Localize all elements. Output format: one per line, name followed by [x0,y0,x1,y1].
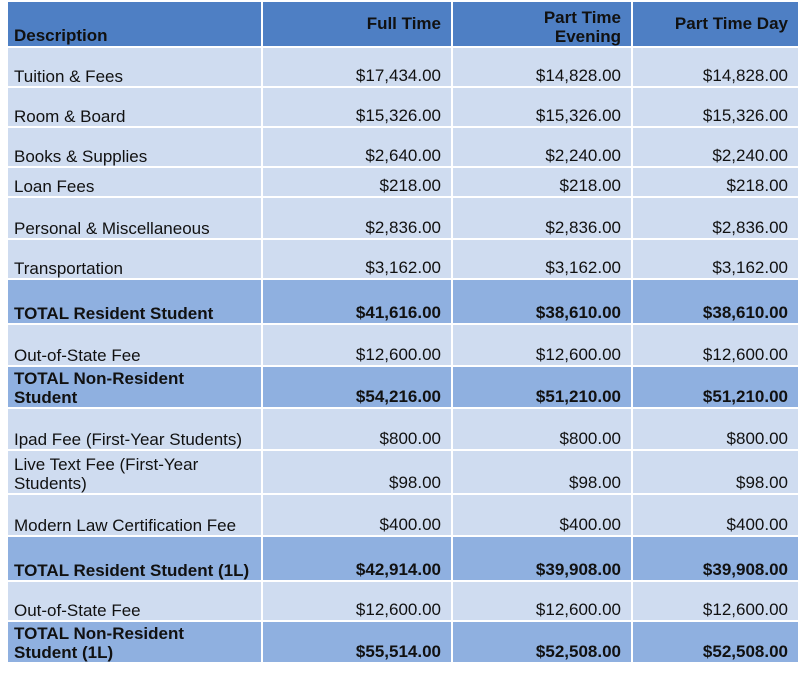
row-description-line: Loan Fees [14,177,95,196]
row-description [7,536,262,581]
total-row [7,536,799,581]
header-part-time-evening-line1: Part Time [543,8,621,27]
part-time-day-value: $14,828.00 [632,47,799,87]
table-row [7,127,799,167]
part-time-evening-value: $39,908.00 [452,536,632,581]
full-time-value: $55,514.00 [262,621,452,663]
full-time-value: $12,600.00 [262,324,452,366]
full-time-value: $2,640.00 [262,127,452,167]
total-row [7,366,799,408]
row-description-line: Out-of-State Fee [14,601,141,620]
part-time-evening-value: $51,210.00 [452,366,632,408]
row-description-line: Students) [14,474,87,493]
row-description-line: Ipad Fee (First-Year Students) [14,430,243,449]
full-time-value: $42,914.00 [262,536,452,581]
row-description [7,366,262,408]
part-time-evening-value: $98.00 [452,450,632,494]
full-time-value: $54,216.00 [262,366,452,408]
table-row [7,87,799,127]
part-time-day-value: $3,162.00 [632,239,799,279]
full-time-value: $41,616.00 [262,279,452,324]
table-row [7,47,799,87]
part-time-day-value: $38,610.00 [632,279,799,324]
row-description [7,324,262,366]
row-description [7,450,262,494]
row-description [7,87,262,127]
part-time-day-value: $98.00 [632,450,799,494]
part-time-day-value: $400.00 [632,494,799,536]
header-part-time-day: Part Time Day [632,1,799,47]
row-description [7,581,262,621]
table-row [7,581,799,621]
row-description-line: Student (1L) [14,643,114,662]
part-time-evening-value: $38,610.00 [452,279,632,324]
full-time-value: $12,600.00 [262,581,452,621]
table-row [7,408,799,450]
row-description-line: Modern Law Certification Fee [14,516,237,535]
row-description [7,408,262,450]
full-time-value: $400.00 [262,494,452,536]
part-time-day-value: $39,908.00 [632,536,799,581]
part-time-evening-value: $400.00 [452,494,632,536]
header-full-time: Full Time [262,1,452,47]
part-time-evening-value: $2,836.00 [452,197,632,239]
row-description-line: Transportation [14,259,123,278]
header-row [7,1,799,47]
table-row [7,197,799,239]
part-time-day-value: $2,836.00 [632,197,799,239]
part-time-day-value: $52,508.00 [632,621,799,663]
row-description-line: TOTAL Resident Student (1L) [14,561,250,580]
row-description-line: Tuition & Fees [14,67,123,86]
row-description-line: TOTAL Non-Resident [14,624,184,643]
table-row [7,450,799,494]
part-time-evening-value: $15,326.00 [452,87,632,127]
row-description-line: Live Text Fee (First-Year [14,455,199,474]
part-time-evening-value: $14,828.00 [452,47,632,87]
part-time-day-value: $800.00 [632,408,799,450]
part-time-evening-value: $12,600.00 [452,581,632,621]
row-description-line: TOTAL Non-Resident [14,369,184,388]
table-body [7,47,799,663]
row-description [7,621,262,663]
part-time-evening-value: $2,240.00 [452,127,632,167]
full-time-value: $98.00 [262,450,452,494]
row-description [7,197,262,239]
total-row [7,621,799,663]
row-description [7,127,262,167]
part-time-day-value: $12,600.00 [632,581,799,621]
part-time-evening-value: $12,600.00 [452,324,632,366]
full-time-value: $17,434.00 [262,47,452,87]
row-description [7,494,262,536]
part-time-evening-value: $218.00 [452,167,632,197]
part-time-day-value: $218.00 [632,167,799,197]
table-row [7,167,799,197]
row-description [7,239,262,279]
full-time-value: $218.00 [262,167,452,197]
cost-of-attendance-table [6,0,800,664]
table-row [7,324,799,366]
part-time-day-value: $51,210.00 [632,366,799,408]
table-row [7,239,799,279]
row-description-line: Books & Supplies [14,147,148,166]
total-row [7,279,799,324]
row-description [7,47,262,87]
row-description-line: Student [14,388,78,407]
header-part-time-evening-line2: Evening [554,27,621,46]
row-description-line: Personal & Miscellaneous [14,219,210,238]
header-part-time-evening [452,1,632,47]
header-description: Description [7,1,262,47]
row-description-line: TOTAL Resident Student [14,304,214,323]
full-time-value: $2,836.00 [262,197,452,239]
part-time-evening-value: $52,508.00 [452,621,632,663]
part-time-evening-value: $800.00 [452,408,632,450]
part-time-day-value: $12,600.00 [632,324,799,366]
full-time-value: $800.00 [262,408,452,450]
full-time-value: $3,162.00 [262,239,452,279]
row-description [7,167,262,197]
row-description-line: Out-of-State Fee [14,346,141,365]
full-time-value: $15,326.00 [262,87,452,127]
part-time-evening-value: $3,162.00 [452,239,632,279]
row-description [7,279,262,324]
part-time-day-value: $2,240.00 [632,127,799,167]
table-row [7,494,799,536]
part-time-day-value: $15,326.00 [632,87,799,127]
row-description-line: Room & Board [14,107,126,126]
